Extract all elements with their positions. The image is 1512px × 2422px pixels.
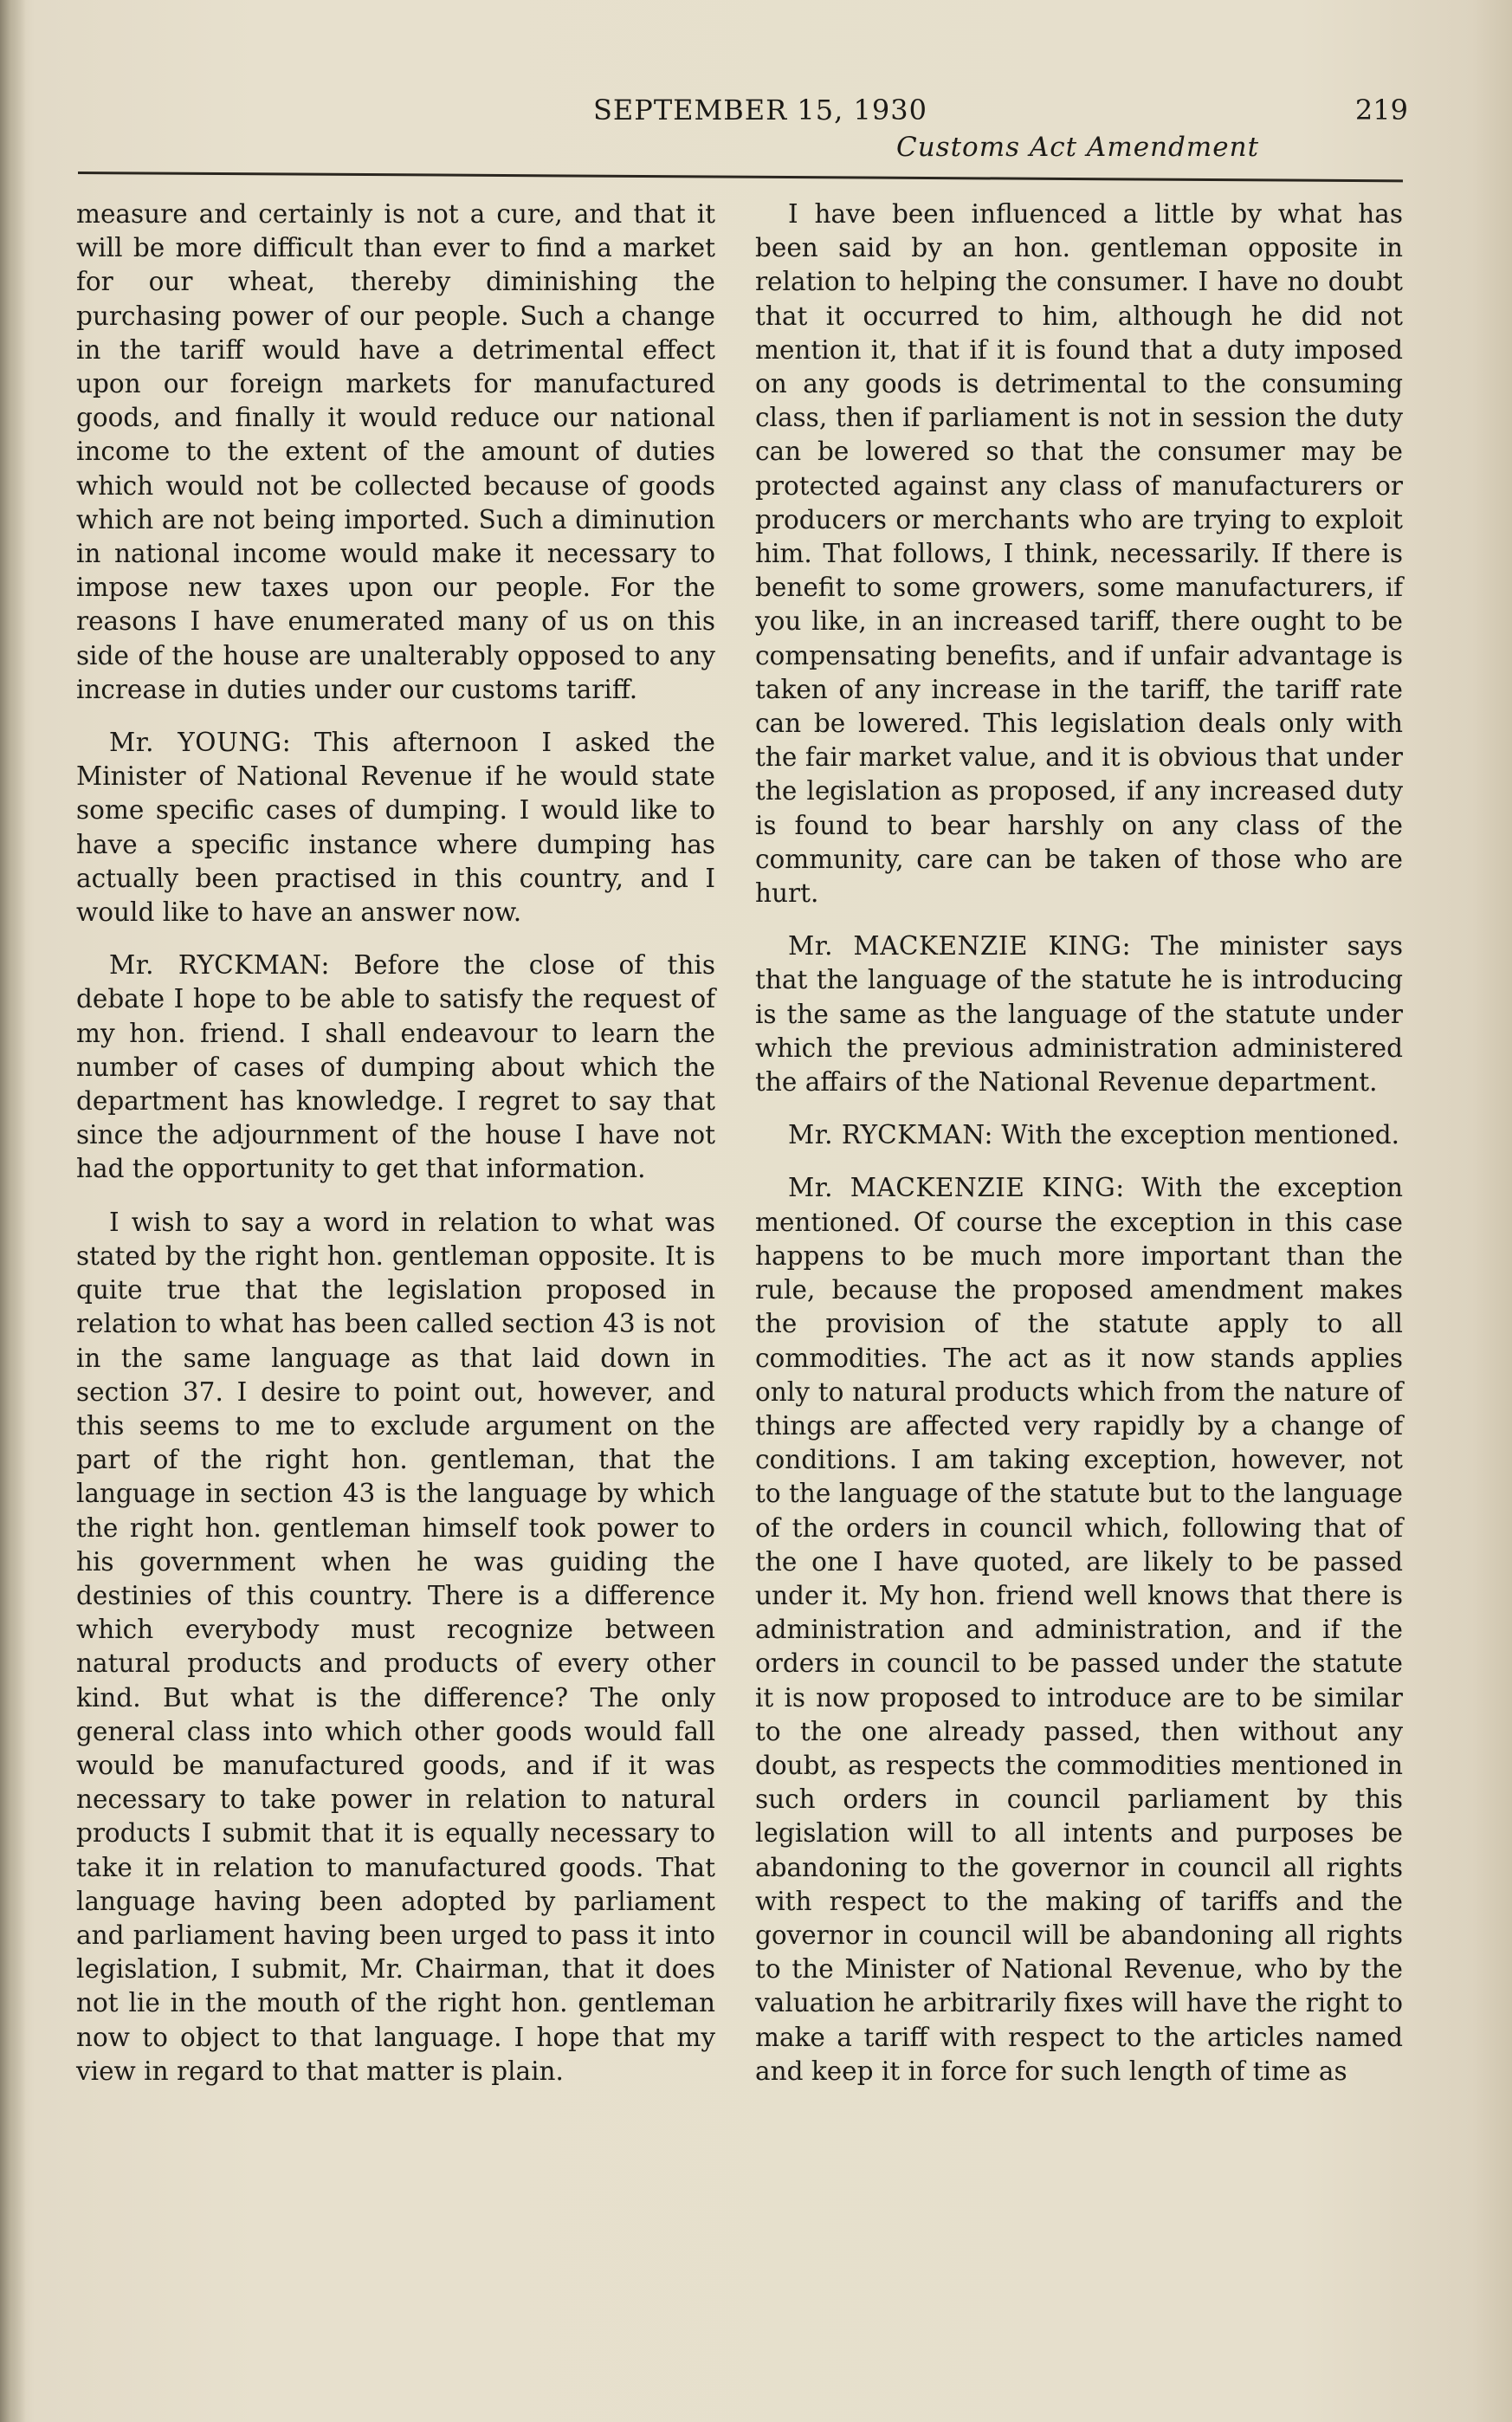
left-column bbox=[76, 198, 715, 2108]
paragraph-text: Before the close of this debate I hope to be able to satisfy the request of my hon. friend. I shall endeavour to learn the number of cases of dumping about which the department has knowledge. I regret to say that since the adjournment of the house I have not had the opportunity to get that information. bbox=[76, 950, 715, 1184]
paragraph bbox=[755, 929, 1403, 1099]
paragraph bbox=[76, 726, 715, 929]
paragraph-text: With the exception mentioned. bbox=[1001, 1120, 1400, 1150]
right-column bbox=[755, 198, 1403, 2108]
paragraph bbox=[755, 1118, 1403, 1152]
paragraph bbox=[76, 1206, 715, 2088]
speaker-name: Mr. RYCKMAN: bbox=[788, 1120, 993, 1150]
section-title: Customs Act Amendment bbox=[896, 132, 1260, 163]
header-rule bbox=[78, 172, 1403, 182]
speaker-name: Mr. RYCKMAN: bbox=[109, 950, 330, 981]
paragraph-text: I wish to say a word in relation to what was stated by the right hon. gentleman opposite. It is quite true that the legislation proposed in relation to what has been called section 43 is not in the same language as that laid down in section 37. I desire to point out, however, and this seems to me to exclude argument on the part of the right hon. gentleman, that the language in section 43 is the language by which the right hon. gentleman himself took power to his government when he was guiding the destinies of this country. There is a difference which everybody must recognize between natural products and products of every other kind. But what is the difference? The only general class into which other goods would fall would be manufactured goods, and if it was necessary to take power in relation to natural products I submit that it is equally necessary to take it in relation to manufactured goods. That language having been adopted by parliament and parliament having been urged to pass it into legislation, I submit, Mr. Chairman, that it does not lie in the mouth of the right hon. gentleman now to object to that language. I hope that my view in regard to that matter is plain. bbox=[76, 1207, 715, 2086]
paragraph-text: The minister says that the language of the statute he is introducing is the same as the language of the statute under which the previous administration administered the affairs of the National Revenue department. bbox=[755, 931, 1403, 1098]
paragraph-text: With the exception mentioned. Of course the exception in this case happens to be much more important than the rule, because the proposed amendment makes the provision of the statute apply to all commodities. The act as it now stands applies only to natural products which from the nature of things are affected very rapidly by a change of conditions. I am taking exception, however, not to the language of the statute but to the language of the orders in council which, following that of the one I have quoted, are likely to be passed under it. My hon. friend well knows that there is administration and administration, and if the orders in council to be passed under the statute it is now proposed to introduce are to be similar to the one already passed, then without any doubt, as respects the commodities mentioned in such orders in council parliament by this legislation will to all intents and purposes be abandoning to the governor in council all rights with respect to the making of tariffs and the governor in council will be abandoning all rights to the Minister of National Revenue, who by the valuation he arbitrarily fixes will have the right to make a tariff with respect to the articles named and keep it in force for such length of time as bbox=[755, 1173, 1403, 2086]
paragraph bbox=[755, 198, 1403, 910]
paragraph-text: This afternoon I asked the Minister of National Revenue if he would state some specific cases of dumping. I would like to have a specific instance where dumping has actually been practised in this country, and I would like to have an answer now. bbox=[76, 728, 715, 928]
paragraph-text: I have been influenced a little by what has been said by an hon. gentleman opposite in relation to helping the consumer. I have no doubt that it occurred to him, although he did not mention it, that if it is found that a duty imposed on any goods is detrimental to the consuming class, then if parliament is not in session the duty can be lowered so that the consumer may be protected against any class of manufacturers or producers or merchants who are trying to exploit him. That follows, I think, necessarily. If there is benefit to some growers, some manufacturers, if you like, in an increased tariff, there ought to be compensating benefits, and if unfair advantage is taken of any increase in the tariff, the tariff rate can be lowered. This legislation deals only with the fair market value, and it is obvious that under the legislation as proposed, if any increased duty is found to bear harshly on any class of the community, care can be taken of those who are hurt. bbox=[755, 199, 1403, 909]
page-number: 219 bbox=[1354, 94, 1408, 126]
speaker-name: Mr. MACKENZIE KING: bbox=[788, 1173, 1125, 1203]
paragraph-text: measure and certainly is not a cure, and that it will be more difficult than ever to find a market for our wheat, thereby diminishing the purchasing power of our people. Such a change in the tariff would have a detrimental effect upon our foreign markets for manufactured goods, and finally it would reduce our national income to the extent of the amount of duties which would not be collected because of goods which are not being imported. Such a diminution in national income would make it necessary to impose new taxes upon our people. For the reasons I have enumerated many of us on this side of the house are unalterably opposed to any increase in duties under our customs tariff. bbox=[76, 199, 715, 704]
paragraph bbox=[76, 198, 715, 707]
page-header bbox=[78, 94, 1412, 172]
speaker-name: Mr. YOUNG: bbox=[109, 728, 292, 758]
paragraph bbox=[755, 1171, 1403, 2088]
binding-shadow bbox=[0, 0, 26, 2422]
paragraph bbox=[76, 949, 715, 1186]
speaker-name: Mr. MACKENZIE KING: bbox=[788, 931, 1132, 962]
header-date: SEPTEMBER 15, 1930 bbox=[593, 94, 927, 126]
